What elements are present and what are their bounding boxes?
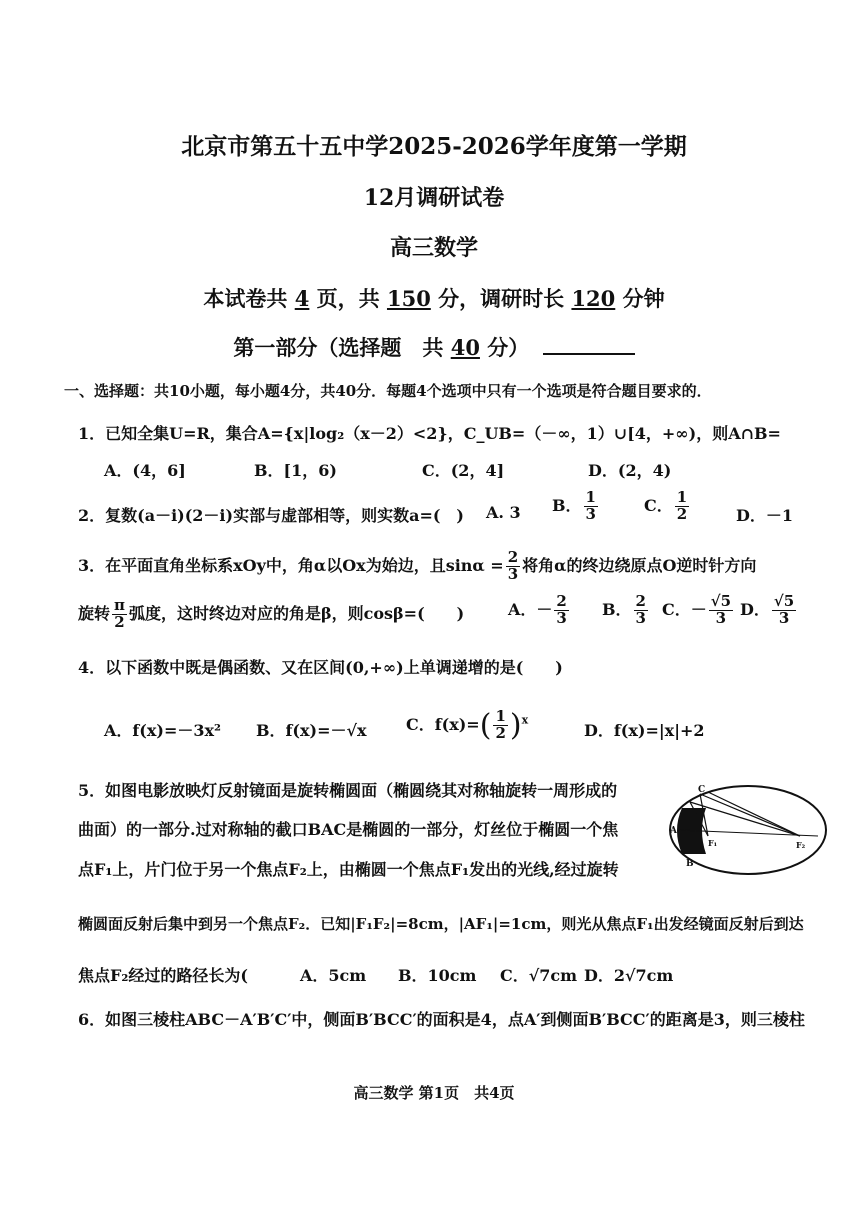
q3-b-fraction	[634, 594, 648, 627]
q4-option-b: B．f(x)=－√x	[256, 721, 367, 740]
question-3-line-2	[78, 598, 464, 631]
q4-option-d: D．f(x)=|x|+2	[584, 721, 705, 740]
info-mid2: 分，调研时长	[438, 286, 565, 311]
q2-c-num: 1	[676, 488, 688, 506]
q4-option-c	[406, 708, 528, 743]
q2-option-c	[644, 490, 691, 523]
q3-option-b	[602, 594, 650, 627]
info-prefix: 本试卷共	[203, 286, 288, 311]
q2-b-den: 3	[585, 504, 596, 523]
q3-d-label: D．	[740, 599, 770, 619]
q2-b-num: 1	[585, 488, 596, 506]
label-f1: F₁	[708, 838, 718, 848]
q2-c-label: C．	[644, 495, 673, 515]
q4-c-fraction	[493, 709, 507, 742]
q3-b-den: 3	[635, 608, 646, 627]
q3-sin-num: 2	[507, 548, 519, 566]
q3-a-num: 2	[556, 592, 567, 610]
subject-title: 高三数学	[389, 235, 478, 261]
duration: 120	[571, 286, 616, 311]
info-mid1: 页，共	[316, 286, 380, 311]
q2-option-a: A. 3	[486, 503, 521, 522]
q2-c-fraction	[675, 490, 689, 523]
total-score: 150	[386, 286, 431, 311]
part-heading	[0, 332, 868, 362]
question-5-line-1: 5．如图电影放映灯反射镜面是旋转椭圆面（椭圆绕其对称轴旋转一周形成的	[78, 781, 618, 800]
q3-c-num: √5	[710, 592, 732, 610]
q3-line2-a: 旋转	[78, 603, 111, 623]
q3-c-label: C．－	[662, 599, 707, 619]
question-6-line-1: 6．如图三棱柱ABC－A′B′C′中，侧面B′BCC′的面积是4，点A′到侧面B′BCC′的距离是3，则三棱柱	[78, 1010, 805, 1029]
q2-option-d: D．－1	[736, 506, 794, 525]
part-score: 40	[450, 335, 480, 360]
q3-c-den: 3	[715, 608, 727, 627]
school-title: 北京市第五十五中学2025-2026学年度第一学期	[181, 133, 687, 160]
q3-sin-fraction	[506, 550, 520, 583]
q4-c-label: C．f(x)=	[406, 715, 480, 734]
q3-rotate-fraction	[112, 598, 127, 631]
page-footer: 高三数学 第1页 共4页	[353, 1084, 515, 1102]
q3-rotate-den: 2	[114, 612, 125, 631]
part-prefix: 第一部分（选择题 共	[233, 335, 444, 360]
q3-line1-a: 3．在平面直角坐标系xOy中，角α以Ox为始边，且sinα =	[78, 555, 504, 575]
question-4-stem: 4．以下函数中既是偶函数、又在区间(0,+∞)上单调递增的是( )	[78, 658, 563, 677]
q2-option-b	[552, 490, 600, 523]
ellipse-reflector-figure	[668, 780, 830, 878]
q3-option-c	[662, 594, 735, 627]
question-5-line-2: 曲面）的一部分.过对称轴的截口BAC是椭圆的一部分，灯丝位于椭圆一个焦	[78, 820, 619, 839]
q5-option-c: C．√7cm	[500, 966, 578, 985]
q4-c-right-paren: )	[509, 708, 522, 743]
page-count: 4	[294, 286, 310, 311]
label-c: C	[698, 785, 706, 795]
part-suffix: 分）	[487, 335, 530, 360]
q1-option-b: B．[1，6)	[254, 461, 337, 480]
score-blank[interactable]	[543, 333, 635, 355]
exam-info	[0, 283, 868, 313]
light-ray-1	[700, 794, 800, 836]
q3-c-fraction	[709, 594, 733, 627]
q3-line2-b: 弧度，这时终边对应的角是β，则cosβ=( )	[129, 603, 465, 623]
q3-sin-den: 3	[507, 564, 519, 583]
q3-d-fraction	[772, 594, 796, 627]
q5-option-a: A．5cm	[300, 966, 367, 985]
q3-option-d	[740, 594, 798, 627]
q2-b-label: B．	[552, 495, 582, 515]
q1-option-c: C．(2，4]	[422, 461, 505, 480]
q3-a-fraction	[554, 594, 568, 627]
light-ray-5	[708, 792, 800, 836]
question-5-line-5: 焦点F₂经过的路径长为(	[78, 966, 248, 985]
question-1-stem: 1．已知全集U=R，集合A={x|log₂（x－2）<2}，C_UB=（－∞，1）∪[4，+∞)，则A∩B=	[78, 424, 781, 443]
q2-b-fraction	[584, 490, 598, 523]
q3-d-num: √5	[773, 592, 795, 610]
question-5-line-4: 椭圆面反射后集中到另一个焦点F₂．已知|F₁F₂|=8cm，|AF₁|=1cm，则光从焦点F₁出发经镜面反射后到达	[78, 915, 804, 933]
q2-c-den: 2	[676, 504, 688, 523]
q5-option-d: D．2√7cm	[584, 966, 674, 985]
q3-d-den: 3	[778, 608, 790, 627]
q3-rotate-num: π	[114, 596, 125, 614]
label-a: A	[670, 826, 677, 836]
q4-option-a: A．f(x)=－3x²	[104, 721, 222, 740]
q3-b-num: 2	[635, 592, 646, 610]
info-suffix: 分钟	[622, 286, 665, 311]
q4-c-left-paren: (	[479, 708, 492, 743]
q3-a-label: A．－	[508, 599, 553, 619]
q5-option-b: B．10cm	[398, 966, 477, 985]
q3-option-a	[508, 594, 571, 627]
q3-b-label: B．	[602, 599, 632, 619]
question-5-line-3: 点F₁上，片门位于另一个焦点F₂上，由椭圆一个焦点F₁发出的光线,经过旋转	[78, 860, 619, 879]
exam-title: 12月调研试卷	[363, 185, 505, 211]
question-3-line-1	[78, 550, 756, 583]
q3-a-den: 3	[556, 608, 567, 627]
label-b: B	[686, 859, 694, 869]
section-instruction: 一、选择题：共10小题，每小题4分，共40分．每题4个选项中只有一个选项是符合题目要求的．	[64, 382, 712, 400]
q4-c-exponent: x	[521, 713, 529, 727]
label-f2: F₂	[796, 840, 806, 850]
question-2-stem: 2．复数(a－i)(2－i)实部与虚部相等，则实数a=( )	[78, 506, 464, 525]
q1-option-a: A．(4，6]	[104, 461, 186, 480]
q3-line1-b: 将角α的终边绕原点O逆时针方向	[522, 555, 757, 575]
q1-option-d: D．(2，4)	[588, 461, 672, 480]
q4-c-num: 1	[495, 707, 506, 726]
q4-c-den: 2	[495, 724, 506, 742]
